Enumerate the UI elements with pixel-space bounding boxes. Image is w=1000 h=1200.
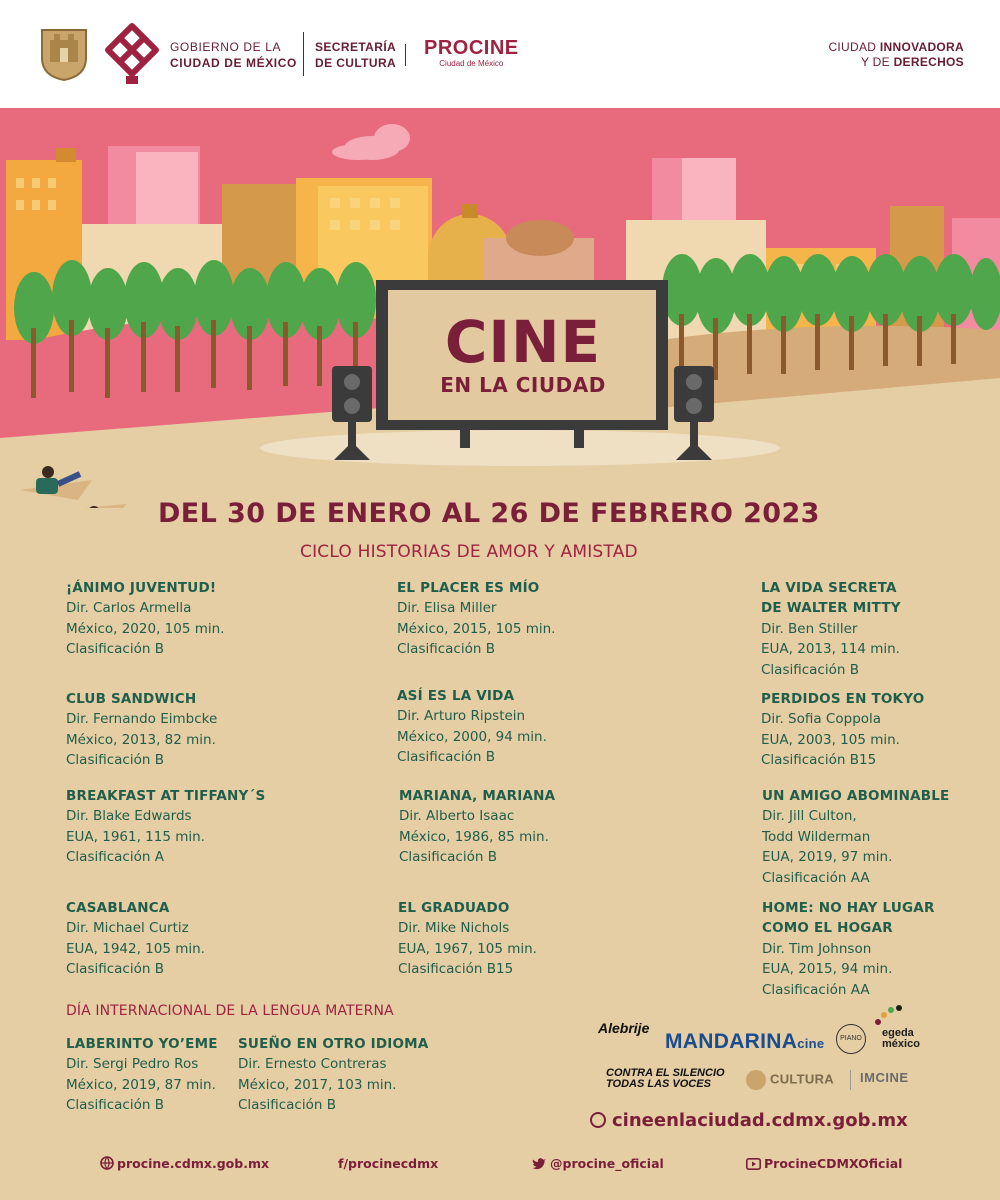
title-big: CINE [444, 308, 602, 376]
film-home-no-hay-lugar [762, 898, 935, 1000]
secretaria-cultura-text [315, 39, 396, 71]
film-title: UN AMIGO ABOMINABLE [762, 788, 950, 804]
film-info: EUA, 1942, 105 min. [66, 940, 205, 957]
slogan-2a: Y DE [860, 55, 894, 69]
film-casablanca [66, 898, 205, 980]
film-director: Dir. Elisa Miller [397, 600, 497, 617]
film-info: México, 2013, 82 min. [66, 731, 216, 748]
procine-sub: Ciudad de México [439, 59, 504, 68]
film-director: Dir. Blake Edwards [66, 808, 192, 825]
imcine-logo: IMCINE [860, 1070, 909, 1085]
contra-1: CONTRA EL SILENCIO [606, 1067, 725, 1079]
event-dates: DEL 30 DE ENERO AL 26 DE FEBRERO 2023 [158, 498, 820, 529]
film-director: Dir. Alberto Isaac [399, 808, 515, 825]
film-director: Dir. Michael Curtiz [66, 920, 189, 937]
globe-icon [590, 1112, 606, 1128]
film-title: BREAKFAST AT TIFFANY´S [66, 788, 266, 804]
film-info: EUA, 1961, 115 min. [66, 828, 205, 845]
contra-2: TODAS LAS VOCES [606, 1078, 711, 1090]
procine-logo [424, 38, 519, 68]
film-director: Dir. Arturo Ripstein [397, 708, 526, 725]
footer-web-link[interactable] [100, 1156, 269, 1171]
gob-line-2: CIUDAD DE MÉXICO [170, 56, 297, 70]
egeda-1: egeda [882, 1027, 914, 1039]
film-rating: Clasificación AA [762, 981, 870, 998]
film-director-2: Todd Wilderman [762, 828, 871, 845]
film-rating: Clasificación B [238, 1097, 336, 1114]
film-director: Dir. Jill Culton, [762, 808, 857, 825]
website-text: cineenlaciudad.cdmx.gob.mx [612, 1110, 908, 1131]
film-info: México, 2020, 105 min. [66, 620, 225, 637]
film-info: México, 2015, 105 min. [397, 620, 556, 637]
film-title: ASÍ ES LA VIDA [397, 688, 515, 704]
film-breakfast-at-tiffanys [66, 786, 265, 868]
film-el-graduado [398, 898, 537, 980]
film-info: México, 2017, 103 min. [238, 1076, 397, 1093]
slogan-1b: INNOVADORA [879, 40, 964, 54]
header [0, 0, 1000, 108]
film-la-vida-secreta-de-walter-mitty [761, 578, 901, 680]
film-title: CASABLANCA [66, 900, 170, 916]
film-rating: Clasificación B [66, 961, 164, 978]
ciudad-innovadora-slogan [828, 40, 964, 70]
mandarina-cine-logo [665, 1030, 824, 1054]
dia-lengua-materna-title: DÍA INTERNACIONAL DE LA LENGUA MATERNA [66, 1003, 394, 1019]
film-info: México, 2000, 94 min. [397, 728, 547, 745]
sec-line-1: SECRETARÍA [315, 40, 397, 54]
film-director: Dir. Tim Johnson [762, 940, 872, 957]
film-rating: Clasificación B [66, 641, 164, 658]
procine-name: PROCINE [424, 37, 519, 59]
film-perdidos-en-tokyo [761, 689, 924, 771]
footer-youtube-link[interactable] [746, 1156, 902, 1171]
header-divider [303, 32, 304, 76]
film-info: EUA, 1967, 105 min. [398, 940, 537, 957]
header-divider-2 [405, 44, 406, 66]
sponsor-divider [850, 1070, 851, 1090]
cultura-text: CULTURA [770, 1071, 834, 1087]
title-small: EN LA CIUDAD [440, 373, 606, 397]
film-title: EL GRADUADO [398, 900, 510, 916]
mandarina-sub: cine [797, 1036, 825, 1051]
footer-facebook: f/procinecdmx [338, 1156, 439, 1171]
film-rating: Clasificación B [761, 661, 859, 678]
film-rating: Clasificación B [399, 849, 497, 866]
film-director: Dir. Ernesto Contreras [238, 1056, 387, 1073]
film-director: Dir. Ben Stiller [761, 620, 858, 637]
footer-youtube: ProcineCDMXOficial [764, 1156, 903, 1171]
film-info: EUA, 2013, 114 min. [761, 641, 900, 658]
alebrije-logo: Alebrije [598, 1020, 650, 1036]
film-un-amigo-abominable [762, 786, 949, 888]
youtube-icon [746, 1158, 761, 1170]
film-rating: Clasificación B [66, 1097, 164, 1114]
film-director: Dir. Sofia Coppola [761, 711, 882, 728]
film-title-2: DE WALTER MITTY [761, 600, 901, 617]
cdmx-logo-icon [104, 22, 160, 86]
film-title: CLUB SANDWICH [66, 691, 197, 707]
egeda-2: méxico [882, 1038, 920, 1050]
film-rating: Clasificación B15 [761, 752, 877, 769]
film-director: Dir. Carlos Armella [66, 600, 192, 617]
cdmx-coat-of-arms-icon [40, 28, 88, 82]
film-rating: Clasificación B [397, 749, 495, 766]
slogan-2b: DERECHOS [893, 55, 964, 69]
mandarina-name: MANDARINA [665, 1030, 798, 1053]
twitter-icon [532, 1157, 547, 1170]
egeda-logo [882, 1028, 920, 1050]
sec-line-2: DE CULTURA [315, 56, 397, 70]
footer-twitter: @procine_oficial [550, 1156, 664, 1171]
film-rating: Clasificación B [397, 641, 495, 658]
film-sueno-en-otro-idioma [238, 1034, 428, 1116]
cine-en-la-ciudad-title [384, 310, 662, 396]
egeda-dots-icon [872, 1002, 906, 1028]
film-title: LABERINTO YO’EME [66, 1036, 218, 1052]
footer-web: procine.cdmx.gob.mx [117, 1156, 270, 1171]
film-title: MARIANA, MARIANA [399, 788, 556, 804]
film-rating: Clasificación AA [762, 869, 870, 886]
film-rating: Clasificación B [66, 752, 164, 769]
cycle-title: CICLO HISTORIAS DE AMOR Y AMISTAD [300, 542, 638, 562]
gobierno-cdmx-text [170, 39, 297, 71]
film-animo-juventud [66, 578, 224, 660]
film-rating: Clasificación B15 [398, 961, 514, 978]
film-mariana-mariana [399, 786, 555, 868]
film-title: HOME: NO HAY LUGAR [762, 900, 935, 916]
film-laberinto-yoeme [66, 1034, 218, 1116]
piano-logo: PIANO [836, 1024, 866, 1054]
film-director: Dir. Fernando Eimbcke [66, 711, 218, 728]
film-info: EUA, 2003, 105 min. [761, 731, 900, 748]
film-info: México, 1986, 85 min. [399, 828, 549, 845]
film-title: EL PLACER ES MÍO [397, 580, 540, 596]
film-title-2: COMO EL HOGAR [762, 920, 893, 937]
cultura-seal-icon [746, 1070, 766, 1090]
film-title: ¡ÁNIMO JUVENTUD! [66, 580, 217, 596]
film-rating: Clasificación A [66, 849, 164, 866]
film-title: PERDIDOS EN TOKYO [761, 691, 925, 707]
film-club-sandwich [66, 689, 217, 771]
globe-icon [100, 1156, 114, 1170]
hero-illustration [0, 108, 1000, 508]
film-el-placer-es-mio [397, 578, 555, 660]
film-director: Dir. Sergi Pedro Ros [66, 1056, 199, 1073]
film-info: EUA, 2015, 94 min. [762, 961, 893, 978]
film-director: Dir. Mike Nichols [398, 920, 510, 937]
cultura-logo [746, 1070, 834, 1090]
film-title: SUEÑO EN OTRO IDIOMA [238, 1036, 429, 1052]
film-info: EUA, 2019, 97 min. [762, 849, 893, 866]
gob-line-1: GOBIERNO DE LA [170, 40, 282, 54]
film-asi-es-la-vida [397, 686, 547, 768]
footer-facebook-link[interactable] [338, 1156, 438, 1171]
film-title: LA VIDA SECRETA [761, 580, 897, 596]
footer-twitter-link[interactable] [532, 1156, 664, 1171]
film-info: México, 2019, 87 min. [66, 1076, 216, 1093]
website-link[interactable] [590, 1110, 908, 1131]
contra-el-silencio-logo [606, 1068, 725, 1090]
slogan-1a: CIUDAD [828, 40, 880, 54]
